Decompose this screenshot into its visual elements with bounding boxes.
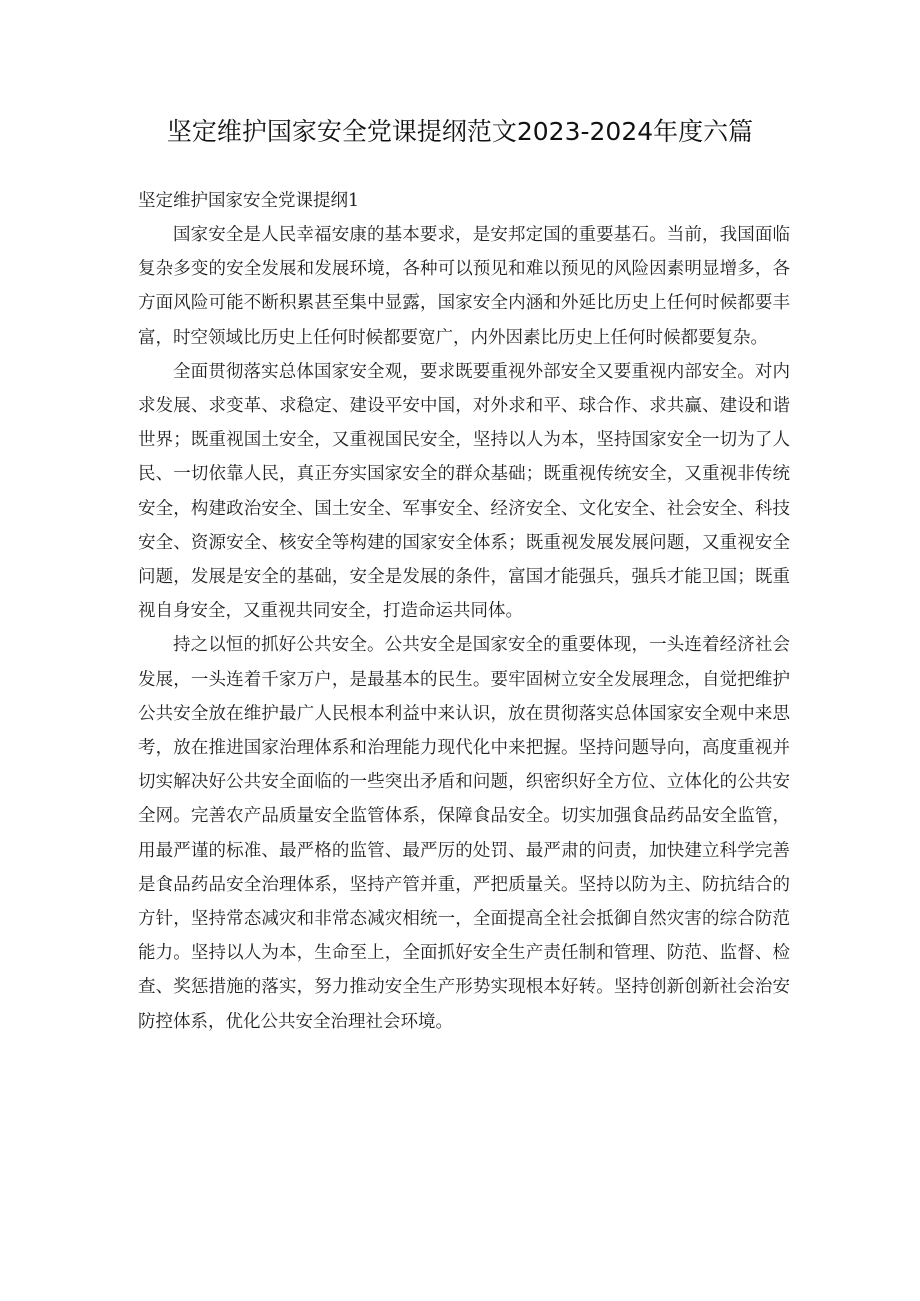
document-title: 坚定维护国家安全党课提纲范文2023-2024年度六篇: [166, 117, 754, 146]
paragraph-public-security: 持之以恒的抓好公共安全。公共安全是国家安全的重要体现，一头连着经济社会发展，一头连着千家万户，是最基本的民生。要牢固树立安全发展理念，自觉把维护公共安全放在维护最广人民根本利益中来认识，放在贯彻落实总体国家安全观中来思考，放在推进国家治理体系和治理能力现代化中来把握。坚持问题导向，高度重视并切实解决好公共安全面临的一些突出矛盾和问题，织密织好全方位、立体化的公共安全网。完善农产品质量安全监管体系，保障食品安全。切实加强食品药品安全监管，用最严谨的标准、最严格的监管、最严厉的处罚、最严肃的问责，加快建立科学完善是食品药品安全治理体系，坚持产管并重，严把质量关。坚持以防为主、防抗结合的方针，坚持常态减灾和非常态减灾相统一，全面提高全社会抵御自然灾害的综合防范能力。坚持以人为本，生命至上，全面抓好安全生产责任制和管理、防范、监督、检查、奖惩措施的落实，努力推动安全生产形势实现根本好转。坚持创新创新社会治安防控体系，优化公共安全治理社会环境。: [138, 635, 790, 1032]
document-body: [138, 184, 790, 1039]
paragraph-holistic-security-view: 全面贯彻落实总体国家安全观，要求既要重视外部安全又要重视内部安全。对内求发展、求变革、求稳定、建设平安中国，对外求和平、球合作、求共赢、建设和谐世界；既重视国土安全，又重视国民安全，坚持以人为本，坚持国家安全一切为了人民、一切依靠人民，真正夯实国家安全的群众基础；既重视传统安全，又重视非传统安全，构建政治安全、国土安全、军事安全、经济安全、文化安全、社会安全、科技安全、资源安全、核安全等构建的国家安全体系；既重视发展发展问题，又重视安全问题，发展是安全的基础，安全是发展的条件，富国才能强兵，强兵才能卫国；既重视自身安全，又重视共同安全，打造命运共同体。: [138, 361, 790, 622]
section-heading: 坚定维护国家安全党课提纲1: [138, 191, 360, 211]
paragraph-national-security-intro: 国家安全是人民幸福安康的基本要求，是安邦定国的重要基石。当前，我国面临复杂多变的安全发展和发展环境，各种可以预见和难以预见的风险因素明显增多，各方面风险可能不断积累甚至集中显露，国家安全内涵和外延比历史上任何时候都要丰富，时空领域比历史上任何时候都要宽广，内外因素比历史上任何时候都要复杂。: [138, 225, 790, 348]
